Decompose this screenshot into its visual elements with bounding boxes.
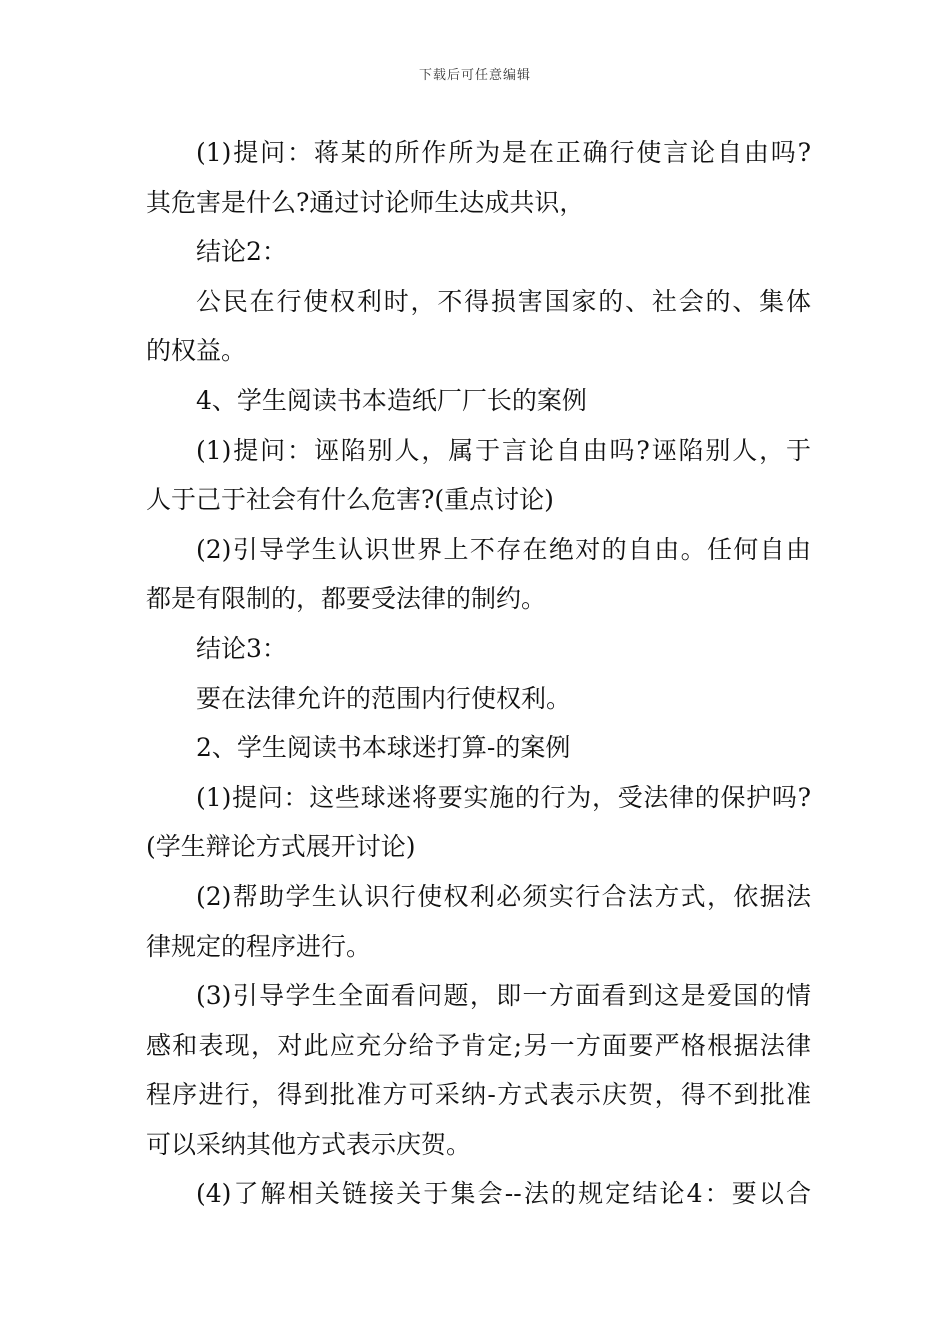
text-line: (1)提问：蒋某的所作所为是在正确行使言论自由吗? bbox=[196, 138, 811, 167]
text-line: (1)提问：诬陷别人，属于言论自由吗?诬陷别人，于 bbox=[196, 435, 811, 465]
text-line: (2)帮助学生认识行使权利必须实行合法方式，依据法 bbox=[196, 881, 811, 911]
text-line: (1)提问：这些球迷将要实施的行为，受法律的保护吗? bbox=[196, 782, 811, 812]
text-line: 律规定的程序进行。 bbox=[146, 931, 372, 961]
text-line: 公民在行使权利时，不得损害国家的、社会的、集体 bbox=[196, 286, 811, 316]
text-line: 2、学生阅读书本球迷打算-的案例 bbox=[196, 733, 571, 763]
text-line: (学生辩论方式展开讨论) bbox=[146, 832, 416, 862]
text-line: 的权益。 bbox=[146, 336, 247, 366]
text-line: (3)引导学生全面看问题，即一方面看到这是爱国的情 bbox=[196, 981, 811, 1011]
text-line: 结论3： bbox=[196, 633, 287, 663]
text-line: 都是有限制的，都要受法律的制约。 bbox=[146, 584, 547, 614]
page-header: 下载后可任意编辑 bbox=[418, 68, 531, 83]
text-line: 感和表现，对此应充分给予肯定;另一方面要严格根据法律 bbox=[146, 1030, 811, 1060]
text-line: 人于己于社会有什么危害?(重点讨论) bbox=[146, 485, 554, 515]
document-body bbox=[146, 128, 811, 1219]
text-line: 程序进行，得到批准方可采纳-方式表示庆贺，得不到批准 bbox=[146, 1080, 811, 1110]
text-line: (4)了解相关链接关于集会--法的规定结论4：要以合 bbox=[196, 1179, 811, 1209]
text-line: 其危害是什么?通过讨论师生达成共识， bbox=[146, 187, 585, 217]
text-line: 要在法律允许的范围内行使权利。 bbox=[196, 683, 572, 713]
text-line: 结论2： bbox=[196, 237, 287, 267]
text-line: 可以采纳其他方式表示庆贺。 bbox=[146, 1129, 472, 1159]
text-line: 4、学生阅读书本造纸厂厂长的案例 bbox=[196, 385, 587, 415]
text-line: (2)引导学生认识世界上不存在绝对的自由。任何自由 bbox=[196, 534, 811, 564]
